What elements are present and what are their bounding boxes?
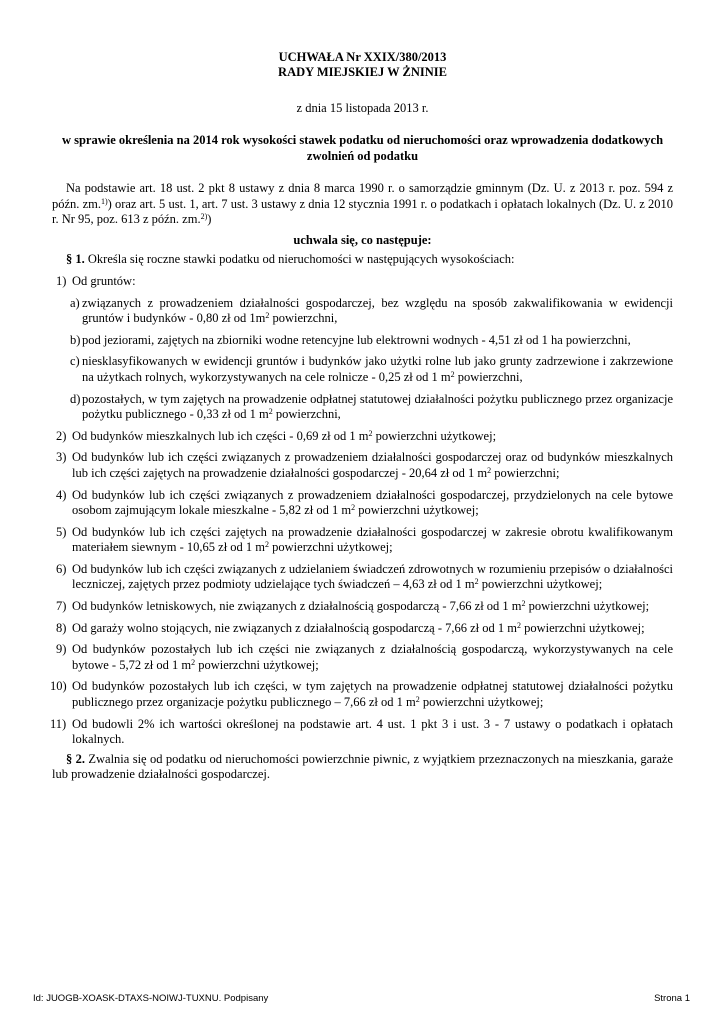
council-name: RADY MIEJSKIEJ W ŻNINIE <box>278 65 447 79</box>
superscript: 2 <box>415 695 420 705</box>
list-item-number: 3) <box>56 450 67 465</box>
list-item-text-end: powierzchni użytkowej; <box>478 577 603 592</box>
sub-item-c <box>52 354 673 385</box>
document-id: Id: JUOGB-XOASK-DTAXS-NOIWJ-TUXNU. Podpisany <box>33 993 269 1004</box>
superscript: 2 <box>351 503 356 513</box>
sub-item-a <box>52 296 673 327</box>
superscript: 2 <box>368 428 373 438</box>
resolution-subject: w sprawie określenia na 2014 rok wysokości stawek podatku od nieruchomości oraz wprowadzenia dodatkowych zwolnień od podatku <box>61 133 664 163</box>
list-item-number: 10) <box>50 679 67 694</box>
list-item-11 <box>52 717 673 748</box>
list-item-number: 7) <box>56 599 67 614</box>
list-item-5 <box>52 525 673 556</box>
list-item-8 <box>52 621 673 637</box>
paragraph-1-label: § 1. <box>66 252 85 267</box>
sub-item-letter: d) <box>70 391 81 406</box>
superscript: 2 <box>474 577 479 587</box>
list-item-text: Od budynków pozostałych lub ich części nie związanych z działalnością gospodarczą, wykorzystywanych na cele bytowe - 5,72 zł od 1 m <box>72 642 673 672</box>
sub-item-text: niesklasyfikowanych w ewidencji gruntów i budynków jako użytki rolne lub jako grunty zadrzewione i zakrzewione na użytkach rolnych, wykorzystywanych na cele rolnicze - 0,25 zł od 1 m <box>82 354 673 384</box>
resolution-clause: uchwala się, co następuje: <box>293 232 432 247</box>
list-item-number: 9) <box>56 642 67 657</box>
list-item-text: Od gruntów: <box>72 273 136 288</box>
paragraph-2-label: § 2. <box>66 751 85 766</box>
list-item-text: Od budynków mieszkalnych lub ich części - 0,69 zł od 1 m <box>72 428 369 443</box>
resolution-title <box>52 50 673 80</box>
list-item-number: 8) <box>56 620 67 635</box>
resolution-date: z dnia 15 listopada 2013 r. <box>296 101 429 115</box>
superscript: 2 <box>487 465 492 475</box>
superscript: 2 <box>265 311 270 321</box>
list-item-text-end: powierzchni użytkowej; <box>269 540 393 555</box>
list-item-number: 6) <box>56 561 67 576</box>
list-item-text: Od budowli 2% ich wartości określonej na podstawie art. 4 ust. 1 pkt 3 i ust. 3 - 7 ustawy o podatkach i opłatach lokalnych. <box>72 716 673 747</box>
list-item-3 <box>52 450 673 481</box>
sub-item-text: pozostałych, w tym zajętych na prowadzenie odpłatnej statutowej działalności pożytku publicznego przez organizacje pożytku publicznego - 0,33 zł od 1 m <box>82 391 673 422</box>
list-item-4 <box>52 488 673 519</box>
list-item-number: 4) <box>56 487 67 502</box>
page-number: Strona 1 <box>654 993 690 1004</box>
list-item-text: Od budynków lub ich części związanych z prowadzeniem działalności gospodarczej, przydzielonych na cele bytowe osobom zajmującym lokale mieszkalne - 5,82 zł od 1 m <box>72 487 673 518</box>
list-item-text-end: powierzchni użytkowej; <box>520 620 645 635</box>
sub-item-text: pod jeziorami, zajętych na zbiorniki wodne retencyjne lub elektrowni wodnych - 4,51 zł od 1 ha powierzchni, <box>82 332 631 347</box>
list-item-text: Od budynków letniskowych, nie związanych z działalnością gospodarczą - 7,66 zł od 1 m <box>72 599 522 614</box>
legal-basis-text-3: ) <box>207 212 212 227</box>
list-item-text: Od budynków lub ich części związanych z udzielaniem świadczeń zdrowotnych w rozumieniu przepisów o działalności leczniczej, zajętych przez podmioty udzielające tych świadczeń – 4,63 zł od 1 m <box>72 561 673 592</box>
list-item-number: 5) <box>56 524 67 539</box>
paragraph-1 <box>52 252 673 268</box>
list-item-9 <box>52 642 673 673</box>
list-item-number: 1) <box>56 273 67 288</box>
paragraph-1-text: Określa się roczne stawki podatku od nieruchomości w następujących wysokościach: <box>84 252 515 267</box>
document-body <box>52 181 673 783</box>
footnote-ref-1: 1) <box>100 196 108 206</box>
legal-basis <box>52 181 673 228</box>
list-item-text: Od budynków lub ich części zajętych na prowadzenie działalności gospodarczej w zakresie obrotu kwalifikowanym materiałem siewnym - 10,65 zł od 1 m <box>72 524 673 555</box>
sub-item-letter: c) <box>70 354 80 369</box>
list-item-text-end: powierzchni użytkowej; <box>195 657 319 672</box>
superscript: 2 <box>191 657 196 667</box>
list-item-1 <box>52 274 673 290</box>
list-item-2 <box>52 429 673 445</box>
legal-basis-text-2: ) oraz art. 5 ust. 1, art. 7 ust. 3 ustawy z dnia 12 stycznia 1991 r. o podatkach i opłatach lokalnych (Dz. U. z 2010 r. Nr 95, poz. 613 z późn. zm. <box>52 196 673 227</box>
footnote-ref-2: 2) <box>200 212 208 222</box>
sub-item-d <box>52 392 673 423</box>
list-item-text-end: powierzchni użytkowej; <box>355 503 479 518</box>
list-item-text-end: powierzchni użytkowej; <box>525 599 650 614</box>
list-item-text-end: powierzchni użytkowej; <box>419 695 544 710</box>
paragraph-2 <box>52 752 673 783</box>
list-item-6 <box>52 562 673 593</box>
sub-item-text-end: powierzchni, <box>269 311 338 326</box>
superscript: 2 <box>268 407 273 417</box>
superscript: 2 <box>265 540 270 550</box>
sub-item-text-end: powierzchni, <box>272 407 341 422</box>
list-item-text-end: powierzchni użytkowej; <box>372 428 497 443</box>
list-item-text: Od garaży wolno stojących, nie związanych z działalnością gospodarczą - 7,66 zł od 1 m <box>72 620 517 635</box>
sub-item-letter: a) <box>70 295 80 310</box>
superscript: 2 <box>521 599 526 609</box>
superscript: 2 <box>450 369 455 379</box>
list-item-text: Od budynków pozostałych lub ich części, w tym zajętych na prowadzenie odpłatnej statutowej działalności pożytku publicznego przez organizacje pożytku publicznego – 7,66 zł od 1 m <box>72 679 673 710</box>
sub-item-text-end: powierzchni, <box>454 369 523 384</box>
list-item-number: 2) <box>56 428 67 443</box>
paragraph-2-text: Zwalnia się od podatku od nieruchomości powierzchnie piwnic, z wyjątkiem przeznaczonych na mieszkania, garaże lub prowadzenie działalności gospodarczej. <box>52 751 673 782</box>
resolution-number: UCHWAŁA Nr XXIX/380/2013 <box>278 50 447 64</box>
sub-item-text: związanych z prowadzeniem działalności gospodarczej, bez względu na sposób zakwalifikowania w ewidencji gruntów i budynków - 0,80 zł od 1m <box>82 295 673 326</box>
superscript: 2 <box>516 620 521 630</box>
list-item-text: Od budynków lub ich części związanych z prowadzeniem działalności gospodarczej oraz od budynków mieszkalnych lub ich części zajętych na prowadzenie działalności gospodarczej - 20,64 zł od 1 m <box>72 450 673 480</box>
list-item-7 <box>52 599 673 615</box>
sub-item-letter: b) <box>70 332 81 347</box>
list-item-text-end: powierzchni; <box>491 465 560 480</box>
sub-item-b <box>52 333 673 349</box>
legal-basis-text-1: Na podstawie art. 18 ust. 2 pkt 8 ustawy z dnia 8 marca 1990 r. o samorządzie gminnym (Dz. U. z 2013 r. poz. 594 z późn. zm. <box>52 181 673 211</box>
list-item-number: 11) <box>50 716 67 731</box>
list-item-10 <box>52 679 673 710</box>
